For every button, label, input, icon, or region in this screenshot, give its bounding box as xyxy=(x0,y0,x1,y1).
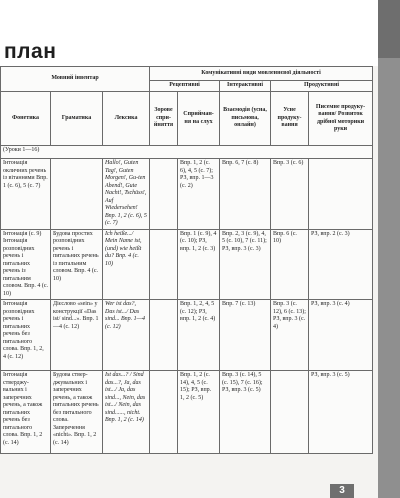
phonetics-cell: Інтонація розповідних речень і питальних речень без питального слова. Впр. 1, 2, 4 (с. 12) xyxy=(1,300,51,371)
oral-cell xyxy=(271,371,309,454)
oral-cell: Впр. 6 (с. 10) xyxy=(271,229,309,300)
listening-cell: Впр. 1, 2, 4, 5 (с. 12); РЗ, впр. 1, 2 (с. 4) xyxy=(178,300,220,371)
phonetics-cell: Інтонація окличних речень із вітаннями Впр. 1 (с. 6), 5 (с. 7) xyxy=(1,159,51,230)
interaction-cell: Впр. 3 (с. 14), 5 (с. 15), 7 (с. 16); РЗ, впр. 3 (с. 5) xyxy=(220,371,271,454)
visual-cell xyxy=(150,371,178,454)
col-header-oral: Усне продуку-вання xyxy=(271,92,309,146)
units-row xyxy=(1,146,373,159)
phonetics-cell: Інтонація стверджу-вальних і заперечних речень, а також питальних речень без питального слова. Впр. 1, 2 (с. 14) xyxy=(1,371,51,454)
written-cell: РЗ, впр. 2 (с. 3) xyxy=(309,229,373,300)
language-inventory-header: Мовний інвентар xyxy=(1,67,150,92)
header-row-columns xyxy=(1,92,373,146)
grammar-cell: Будова простих розповідних речень і питальних речень із питальним словом. Впр. 4 (с. 10) xyxy=(51,229,103,300)
page-number: 3 xyxy=(330,484,354,498)
grammar-cell: Дієслово «sein» у конструкції «Das ist/ sind...». Впр. 1—4 (с. 12) xyxy=(51,300,103,371)
listening-cell: Впр. 1 (с. 9), 4 (с. 10); РЗ, впр. 1, 2 (с. 3) xyxy=(178,229,220,300)
written-cell: РЗ, впр. 3 (с. 5) xyxy=(309,371,373,454)
grammar-cell: Будова ствер-джувальних і заперечних речень, а також питальних речень без питального слова. Заперечення «nicht». Впр. 1, 2 (с. 14) xyxy=(51,371,103,454)
col-header-grammar: Граматика xyxy=(51,92,103,146)
page-header-band xyxy=(0,0,400,66)
visual-cell xyxy=(150,229,178,300)
visual-cell xyxy=(150,300,178,371)
productive-header: Продуктивні xyxy=(271,81,373,92)
col-header-written: Писемне продуку-вання/ Розвиток дрібної моторики руки xyxy=(309,92,373,146)
lesson-plan-table xyxy=(0,66,373,454)
col-header-interaction: Взаємодія (усна, письмова, онлайн) xyxy=(220,92,271,146)
phonetics-cell: Інтонація (с. 9) Інтонація розповідних речень і питальних речень із питальним словом. Впр. 4 (с. 10) xyxy=(1,229,51,300)
table-row xyxy=(1,159,373,230)
listening-cell: Впр. 1, 2 (с. 14), 4, 5 (с. 15); РЗ, впр. 1, 2 (с. 5) xyxy=(178,371,220,454)
lexis-cell: Ich heiße.../ Mein Name ist, (und) wie heißt du? Впр. 4 (с. 10) xyxy=(103,229,150,300)
lexis-cell: Wer ist das?, Das ist.../ Das sind... Впр. 1—4 (с. 12) xyxy=(103,300,150,371)
table-row xyxy=(1,371,373,454)
grammar-cell xyxy=(51,159,103,230)
table-row xyxy=(1,300,373,371)
col-header-visual: Зорове спри-йняття xyxy=(150,92,178,146)
page-title: план xyxy=(4,40,57,63)
lexis-cell: Hallo!, Guten Tag!, Guten Morgen!, Gu-ten Abend!, Gute Nacht!, Tschüss!, Auf Wiedersehen! Впр. 1, 2 (с. 6), 5 (с. 7) xyxy=(103,159,150,230)
oral-cell: Впр. 3 (с. 12), 6 (с. 13); РЗ, впр. 3 (с. 4) xyxy=(271,300,309,371)
communicative-kinds-header: Комунікативні види мовленнєвої діяльності xyxy=(150,67,373,81)
col-header-phonetics: Фонетика xyxy=(1,92,51,146)
receptive-header: Рецептивні xyxy=(150,81,220,92)
lexis-cell: Ist das...? / Sind das...?, Ja, das ist.../ Ja, das sind..., Nein, das ist.../ Nein, das sind......, nicht. Впр. 1, 2 (с. 14) xyxy=(103,371,150,454)
col-header-lexis: Лексика xyxy=(103,92,150,146)
page-edge-bar-top xyxy=(378,0,400,58)
interaction-cell: Впр. 7 (с. 13) xyxy=(220,300,271,371)
interactive-header: Інтерактивні xyxy=(220,81,271,92)
table-row xyxy=(1,229,373,300)
page-edge-bar xyxy=(378,0,400,498)
interaction-cell: Впр. 6, 7 (с. 8) xyxy=(220,159,271,230)
header-row-main xyxy=(1,67,373,81)
visual-cell xyxy=(150,159,178,230)
listening-cell: Впр. 1, 2 (с. 6), 4, 5 (с. 7); РЗ, впр. 1—3 (с. 2) xyxy=(178,159,220,230)
units-label: (Уроки 1—16) xyxy=(1,146,373,159)
written-cell xyxy=(309,159,373,230)
oral-cell: Впр. 3 (с. 6) xyxy=(271,159,309,230)
col-header-listening: Сприйман-ня на слух xyxy=(178,92,220,146)
interaction-cell: Впр. 2, 3 (с. 9), 4, 5 (с. 10), 7 (с. 11); РЗ, впр. 3 (с. 3) xyxy=(220,229,271,300)
written-cell: РЗ, впр. 3 (с. 4) xyxy=(309,300,373,371)
